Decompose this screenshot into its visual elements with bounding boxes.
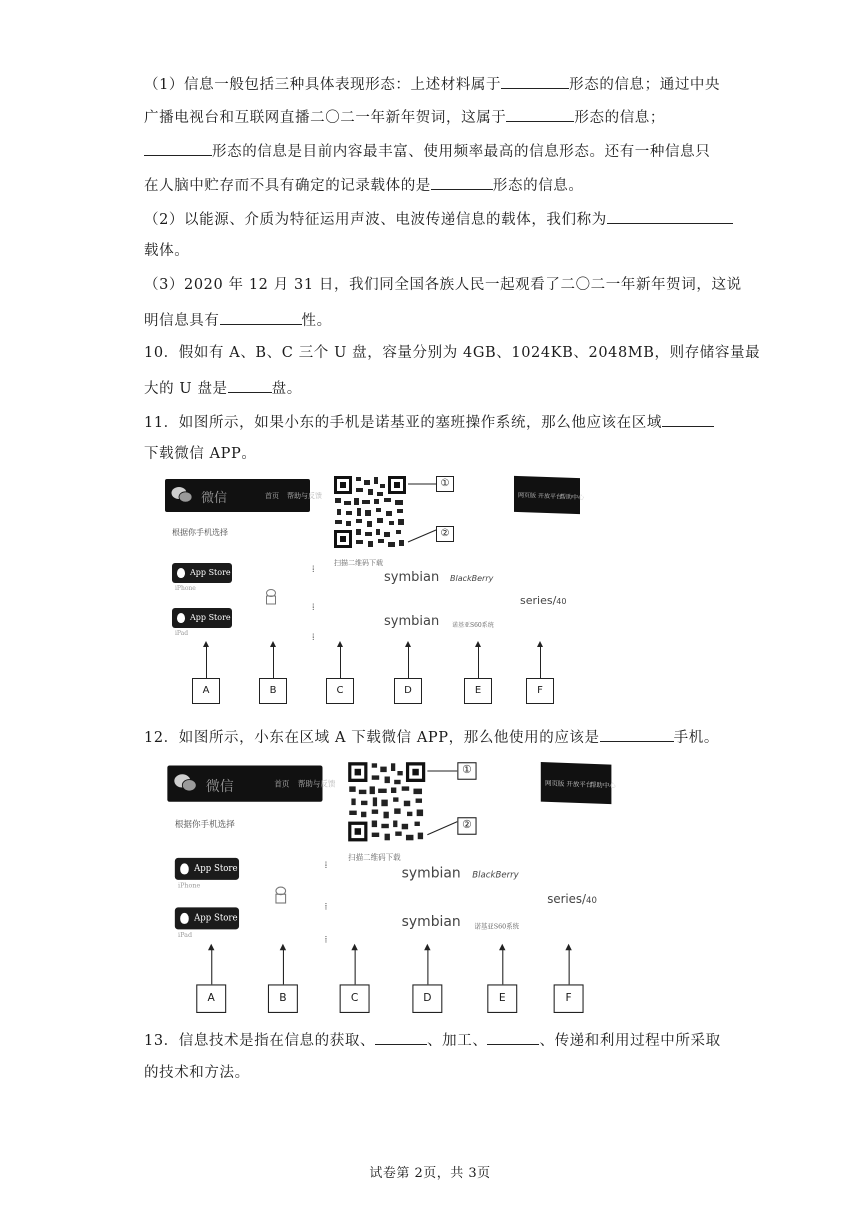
- symbian-s60-logo[interactable]: symbian: [384, 614, 440, 629]
- qr-caption: 扫描二维码下载: [348, 853, 401, 863]
- arrow-to-f: [569, 949, 570, 984]
- q9-part1-line4: [144, 175, 584, 195]
- region-box-c: C: [326, 678, 354, 704]
- q9-part2-line2: [144, 242, 189, 260]
- appstore-label: App Store: [194, 912, 238, 923]
- marker-1: ①: [436, 476, 454, 492]
- region-box-f: F: [554, 984, 584, 1013]
- arrow-to-e: [478, 646, 479, 678]
- q11-text: 11．如图所示，如果小东的手机是诺基亚的塞班操作系统，那么他应该在区域: [144, 415, 662, 431]
- apple-icon: [180, 863, 189, 874]
- q9-text: （1）信息一般包括三种具体表现形态：上述材料属于: [144, 77, 502, 93]
- wechat-logo-text: 微信: [205, 778, 234, 796]
- appstore-label: App Store: [190, 568, 231, 577]
- windows-phone-icon: ⁞: [324, 934, 328, 946]
- q12-text: 手机。: [673, 730, 719, 746]
- q13-text: 的技术和方法。: [144, 1065, 250, 1081]
- region-box-c: C: [340, 984, 370, 1013]
- nav-home-link[interactable]: 首页: [265, 492, 279, 500]
- arrow-to-d: [427, 949, 428, 984]
- answer-blank[interactable]: [228, 378, 272, 393]
- page-footer: 试卷第 2页，共 3页: [369, 1166, 491, 1181]
- right-nav-web[interactable]: 网页版: [545, 779, 565, 789]
- blackberry-logo[interactable]: BlackBerry: [450, 574, 494, 583]
- appstore-label: App Store: [194, 863, 238, 874]
- q9-part3-line2: [144, 310, 332, 330]
- right-nav-open[interactable]: 开放平台: [538, 492, 563, 501]
- q11-line1: [144, 412, 714, 432]
- appstore-button-iphone[interactable]: [175, 858, 239, 880]
- series-number: 40: [586, 895, 597, 906]
- store-sub-iphone: iPhone: [178, 882, 201, 890]
- qr-caption: 扫描二维码下载: [334, 559, 383, 567]
- windows-phone-icon: ⁞: [324, 901, 328, 913]
- store-sub-iphone: iPhone: [175, 585, 196, 592]
- series-label: series: [547, 892, 583, 907]
- symbian-logo[interactable]: symbian: [384, 570, 440, 585]
- blackberry-logo[interactable]: BlackBerry: [472, 870, 519, 880]
- appstore-button-ipad[interactable]: [172, 608, 232, 628]
- nav-help-link[interactable]: 帮助与反馈: [297, 779, 336, 789]
- right-nav-help[interactable]: 帮助中心: [560, 493, 585, 502]
- arrow-to-c: [340, 646, 341, 678]
- marker-2: ②: [436, 526, 454, 542]
- windows-phone-icon: ⁞: [312, 565, 315, 575]
- q13-text: 、传递和利用过程中所采取: [539, 1033, 721, 1049]
- store-sub-ipad: iPad: [175, 630, 189, 637]
- answer-blank[interactable]: [487, 1030, 539, 1045]
- answer-blank[interactable]: [501, 74, 569, 89]
- region-box-e: E: [487, 984, 517, 1013]
- wechat-logo-text: 微信: [201, 491, 228, 506]
- answer-blank[interactable]: [506, 107, 574, 122]
- q13-text: 、加工、: [427, 1033, 488, 1049]
- right-header-bar: [541, 762, 616, 804]
- q9-text: 形态的信息；通过中央: [569, 77, 721, 93]
- choose-phone-subtitle: 根据你手机选择: [174, 819, 235, 830]
- series-label: series: [520, 594, 553, 607]
- q9-text: 形态的信息是目前内容最丰富、使用频率最高的信息形态。还有一种信息只: [212, 144, 711, 160]
- answer-blank[interactable]: [220, 310, 302, 325]
- marker-1: ①: [457, 762, 476, 780]
- nav-home-link[interactable]: 首页: [274, 779, 290, 789]
- android-icon: [264, 589, 278, 607]
- right-nav-open[interactable]: 开放平台: [566, 780, 593, 790]
- q9-part2-line1: [144, 209, 733, 229]
- arrow-to-a: [211, 949, 212, 984]
- series40-logo[interactable]: series/40: [547, 892, 597, 907]
- q9-text: 载体。: [144, 243, 190, 259]
- nav-help-link[interactable]: 帮助与反馈: [287, 492, 322, 500]
- q9-text: （3）2020 年 12 月 31 日，我们同全国各族人民一起观看了二〇二一年新年贺词，这说: [144, 277, 742, 293]
- q10-line1: [144, 344, 760, 362]
- region-box-f: F: [526, 678, 554, 704]
- q11-text: 下载微信 APP。: [144, 446, 257, 462]
- arrow-to-e: [502, 949, 503, 984]
- q13-text: 13．信息技术是指在信息的获取、: [144, 1033, 376, 1049]
- apple-icon: [180, 913, 189, 924]
- q9-text: 明信息具有: [144, 313, 220, 329]
- q10-text: 盘。: [271, 381, 302, 397]
- choose-phone-subtitle: 根据你手机选择: [172, 528, 228, 537]
- region-box-a: A: [192, 678, 220, 704]
- wechat-download-figure-2: [162, 760, 616, 1015]
- appstore-label: App Store: [190, 613, 231, 622]
- region-box-e: E: [464, 678, 492, 704]
- q9-text: （2）以能源、介质为特征运用声波、电波传递信息的载体，我们称为: [144, 212, 607, 228]
- arrow-to-c: [355, 949, 356, 984]
- arrow-to-d: [408, 646, 409, 678]
- q9-text: 形态的信息；: [574, 110, 666, 126]
- symbian-s60-logo[interactable]: symbian: [401, 914, 461, 931]
- apple-icon: [177, 568, 185, 578]
- answer-blank[interactable]: [600, 727, 674, 742]
- windows-phone-icon: ⁞: [312, 603, 315, 613]
- arrow-to-b: [283, 949, 284, 984]
- q10-text: 大的 U 盘是: [144, 381, 228, 397]
- region-box-d: D: [412, 984, 442, 1013]
- marker-2: ②: [457, 817, 476, 835]
- series-number: 40: [556, 597, 567, 606]
- q9-text: 广播电视台和互联网直播二〇二一年新年贺词，这属于: [144, 110, 507, 126]
- windows-phone-icon: ⁞: [324, 860, 328, 872]
- android-icon: [273, 887, 288, 907]
- symbian-sub-caption: 诺基亚S60系统: [474, 922, 520, 931]
- symbian-sub-caption: 诺基亚S60系统: [452, 622, 494, 629]
- series40-logo[interactable]: series/40: [520, 594, 567, 607]
- symbian-logo[interactable]: symbian: [401, 865, 461, 883]
- region-box-d: D: [394, 678, 422, 704]
- region-box-b: B: [268, 984, 298, 1013]
- answer-blank[interactable]: [375, 1030, 427, 1045]
- region-box-b: B: [259, 678, 287, 704]
- wechat-download-figure-1: [160, 474, 585, 706]
- q13-line2: [144, 1064, 250, 1082]
- q9-part1-line1: [144, 74, 720, 94]
- store-sub-ipad: iPad: [178, 931, 193, 940]
- q12-line1: [144, 727, 719, 747]
- right-header-bar: [514, 476, 585, 514]
- apple-icon: [177, 613, 185, 623]
- answer-blank[interactable]: [144, 141, 212, 156]
- q10-line2: [144, 378, 302, 398]
- q9-part3-line1: [144, 276, 742, 294]
- q9-text: 形态的信息。: [492, 178, 584, 194]
- appstore-button-iphone[interactable]: [172, 563, 232, 583]
- q9-part1-line2: [144, 107, 665, 127]
- windows-phone-icon: ⁞: [312, 633, 315, 643]
- answer-blank[interactable]: [607, 209, 733, 224]
- answer-blank[interactable]: [431, 175, 493, 190]
- right-nav-web[interactable]: 网页版: [518, 491, 537, 500]
- q11-line2: [144, 445, 257, 463]
- q9-text: 在人脑中贮存而不具有确定的记录载体的是: [144, 178, 431, 194]
- region-box-a: A: [196, 984, 226, 1013]
- q13-line1: [144, 1030, 721, 1050]
- arrow-to-f: [540, 646, 541, 678]
- q9-text: 性。: [301, 313, 332, 329]
- right-nav-help[interactable]: 帮助中心: [590, 781, 616, 791]
- answer-blank[interactable]: [662, 412, 714, 427]
- q12-text: 12．如图所示，小东在区域 A 下载微信 APP，那么他使用的应该是: [144, 730, 600, 746]
- arrow-to-b: [273, 646, 274, 678]
- q9-part1-line3: [144, 141, 710, 161]
- appstore-button-ipad[interactable]: [175, 907, 239, 929]
- arrow-to-a: [206, 646, 207, 678]
- q10-text: 10．假如有 A、B、C 三个 U 盘，容量分别为 4GB、1024KB、2048MB，则存储容量最: [144, 345, 761, 361]
